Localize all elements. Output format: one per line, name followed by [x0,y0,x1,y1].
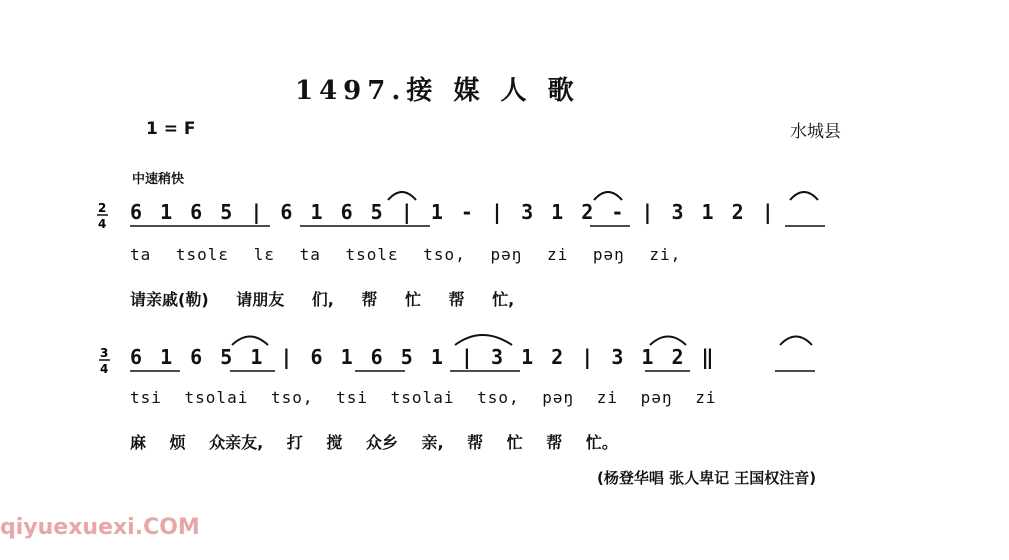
slur-5 [455,335,512,345]
time-sig-3-4: 3 [100,346,109,360]
song-title: 1497.接 媒 人 歌 [295,76,580,106]
slur-7 [780,337,812,346]
time-sig-2-4: 2 [98,201,107,215]
phonetic-line-1: ta tsolɛ lɛ ta tsolɛ tso, pəŋ zi pəŋ zi, [130,245,682,264]
notation-line-2: 6 1 6 5 1 | 6 1 6 5 1 | 3 1 2 | 3 1 2 ‖ [130,345,714,369]
phonetic-line-2: tsi tsolai tso, tsi tsolai tso, pəŋ zi pəŋ zi [130,388,717,407]
region-label: 水城县 [790,122,841,142]
slur-4 [232,337,268,346]
site-watermark: qiyuexuexi.COM [0,515,200,540]
slur-1 [388,192,416,200]
svg-text:4: 4 [98,217,107,231]
notation-line-1: 6 1 6 5 | 6 1 6 5 | 1 - | 3 1 2 - | 3 1 2 | [130,200,774,224]
slur-6 [650,337,686,346]
lyrics-line-1: 请亲戚(勒) 请朋友 们, 帮 忙 帮 忙, [130,290,515,309]
tempo-marking: 中速稍快 [132,172,185,187]
slur-3 [790,192,818,200]
key-signature: 1 = F [146,119,196,139]
slur-2 [594,192,622,200]
svg-text:4: 4 [100,362,109,376]
credit-line: (杨登华唱 张人卑记 王国权注音) [597,469,817,487]
lyrics-line-2: 麻 烦 众亲友, 打 搅 众乡 亲, 帮 忙 帮 忙。 [130,433,618,452]
